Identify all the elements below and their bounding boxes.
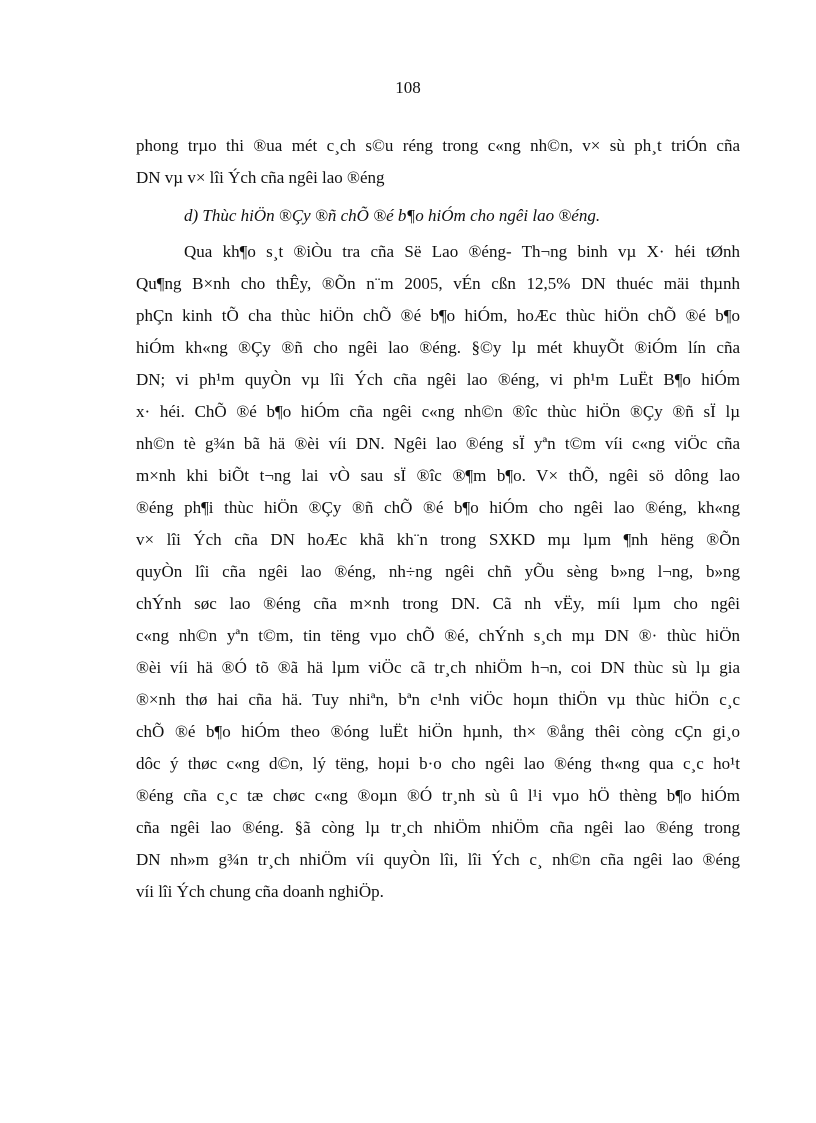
text-line: cña ngêi lao ®éng. §ã còng lµ tr¸ch nhiÖm nhiÖm cña ngêi lao ®éng trong (136, 818, 740, 837)
body-text (136, 130, 740, 908)
text-line: m×nh khi biÕt t¬ng lai vÒ sau sÏ ®îc ®¶m b¶o. V× thÕ, ngêi sö dông lao (136, 466, 740, 485)
text-line: ®éng cña c¸c tæ chøc c«ng ®oµn ®Ó tr¸nh sù û l¹i vµo hÖ thèng b¶o hiÓm (136, 786, 740, 805)
text-line: v× lîi Ých cña DN hoÆc khã kh¨n trong SXKD mµ lµm ¶nh hëng ®Õn (136, 530, 740, 549)
text-line: chÕ ®é b¶o hiÓm theo ®óng luËt hiÖn hµnh, th× ®ång thêi còng cÇn gi¸o (136, 722, 740, 741)
section-heading: d) Thùc hiÖn ®Çy ®ñ chÕ ®é b¶o hiÓm cho ngêi lao ®éng. (184, 206, 601, 225)
text-line: DN vµ v× lîi Ých cña ngêi lao ®éng (136, 168, 385, 187)
text-line: ®éng ph¶i thùc hiÖn ®Çy ®ñ chÕ ®é b¶o hiÓm cho ngêi lao ®éng, kh«ng (136, 498, 740, 517)
text-line: c«ng nh©n yªn t©m, tin tëng vµo chÕ ®é, chÝnh s¸ch mµ DN ®· thùc hiÖn (136, 626, 740, 645)
text-line: ®èi víi hä ®Ó tõ ®ã hä lµm viÖc cã tr¸ch nhiÖm h¬n, coi DN thùc sù lµ gia (136, 658, 740, 677)
text-line: víi lîi Ých chung cña doanh nghiÖp. (136, 882, 384, 901)
page-number: 108 (395, 78, 421, 97)
text-line: ®×nh thø hai cña hä. Tuy nhiªn, bªn c¹nh viÖc hoµn thiÖn vµ thùc hiÖn c¸c (136, 690, 740, 709)
text-line: chÝnh søc lao ®éng cña m×nh trong DN. Cã nh vËy, míi lµm cho ngêi (136, 594, 740, 613)
text-line: hiÓm kh«ng ®Çy ®ñ cho ngêi lao ®éng. §©y lµ mét khuyÕt ®iÓm lín cña (136, 338, 740, 357)
text-line: dôc ý thøc c«ng d©n, lý tëng, hoµi b·o cho ngêi lao ®éng th«ng qua c¸c ho¹t (136, 754, 740, 773)
text-line: phÇn kinh tÕ cha thùc hiÖn chÕ ®é b¶o hiÓm, hoÆc thùc hiÖn chÕ ®é b¶o (136, 306, 740, 325)
text-line: x· héi. ChÕ ®é b¶o hiÓm cña ngêi c«ng nh©n ®îc thùc hiÖn ®Çy ®ñ sÏ lµ (136, 402, 740, 421)
text-line: DN; vi ph¹m quyÒn vµ lîi Ých cña ngêi lao ®éng, vi ph¹m LuËt B¶o hiÓm (136, 370, 740, 389)
text-line: Qua kh¶o s¸t ®iÒu tra cña Së Lao ®éng- Th¬ng binh vµ X· héi tØnh (184, 242, 740, 261)
text-line: nh©n tè g¾n bã hä ®èi víi DN. Ngêi lao ®éng sÏ yªn t©m víi c«ng viÖc cña (136, 434, 740, 453)
text-line: phong trµo thi ®ua mét c¸ch s©u réng trong c«ng nh©n, v× sù ph¸t triÓn cña (136, 136, 740, 155)
text-line: Qu¶ng B×nh cho thÊy, ®Õn n¨m 2005, vÉn cßn 12,5% DN thuéc mäi thµnh (136, 274, 740, 293)
text-line: quyÒn lîi cña ngêi lao ®éng, nh÷ng ngêi chñ yÕu sèng b»ng l¬ng, b»ng (136, 562, 740, 581)
text-line: DN nh»m g¾n tr¸ch nhiÖm víi quyÒn lîi, lîi Ých c¸ nh©n cña ngêi lao ®éng (136, 850, 740, 869)
